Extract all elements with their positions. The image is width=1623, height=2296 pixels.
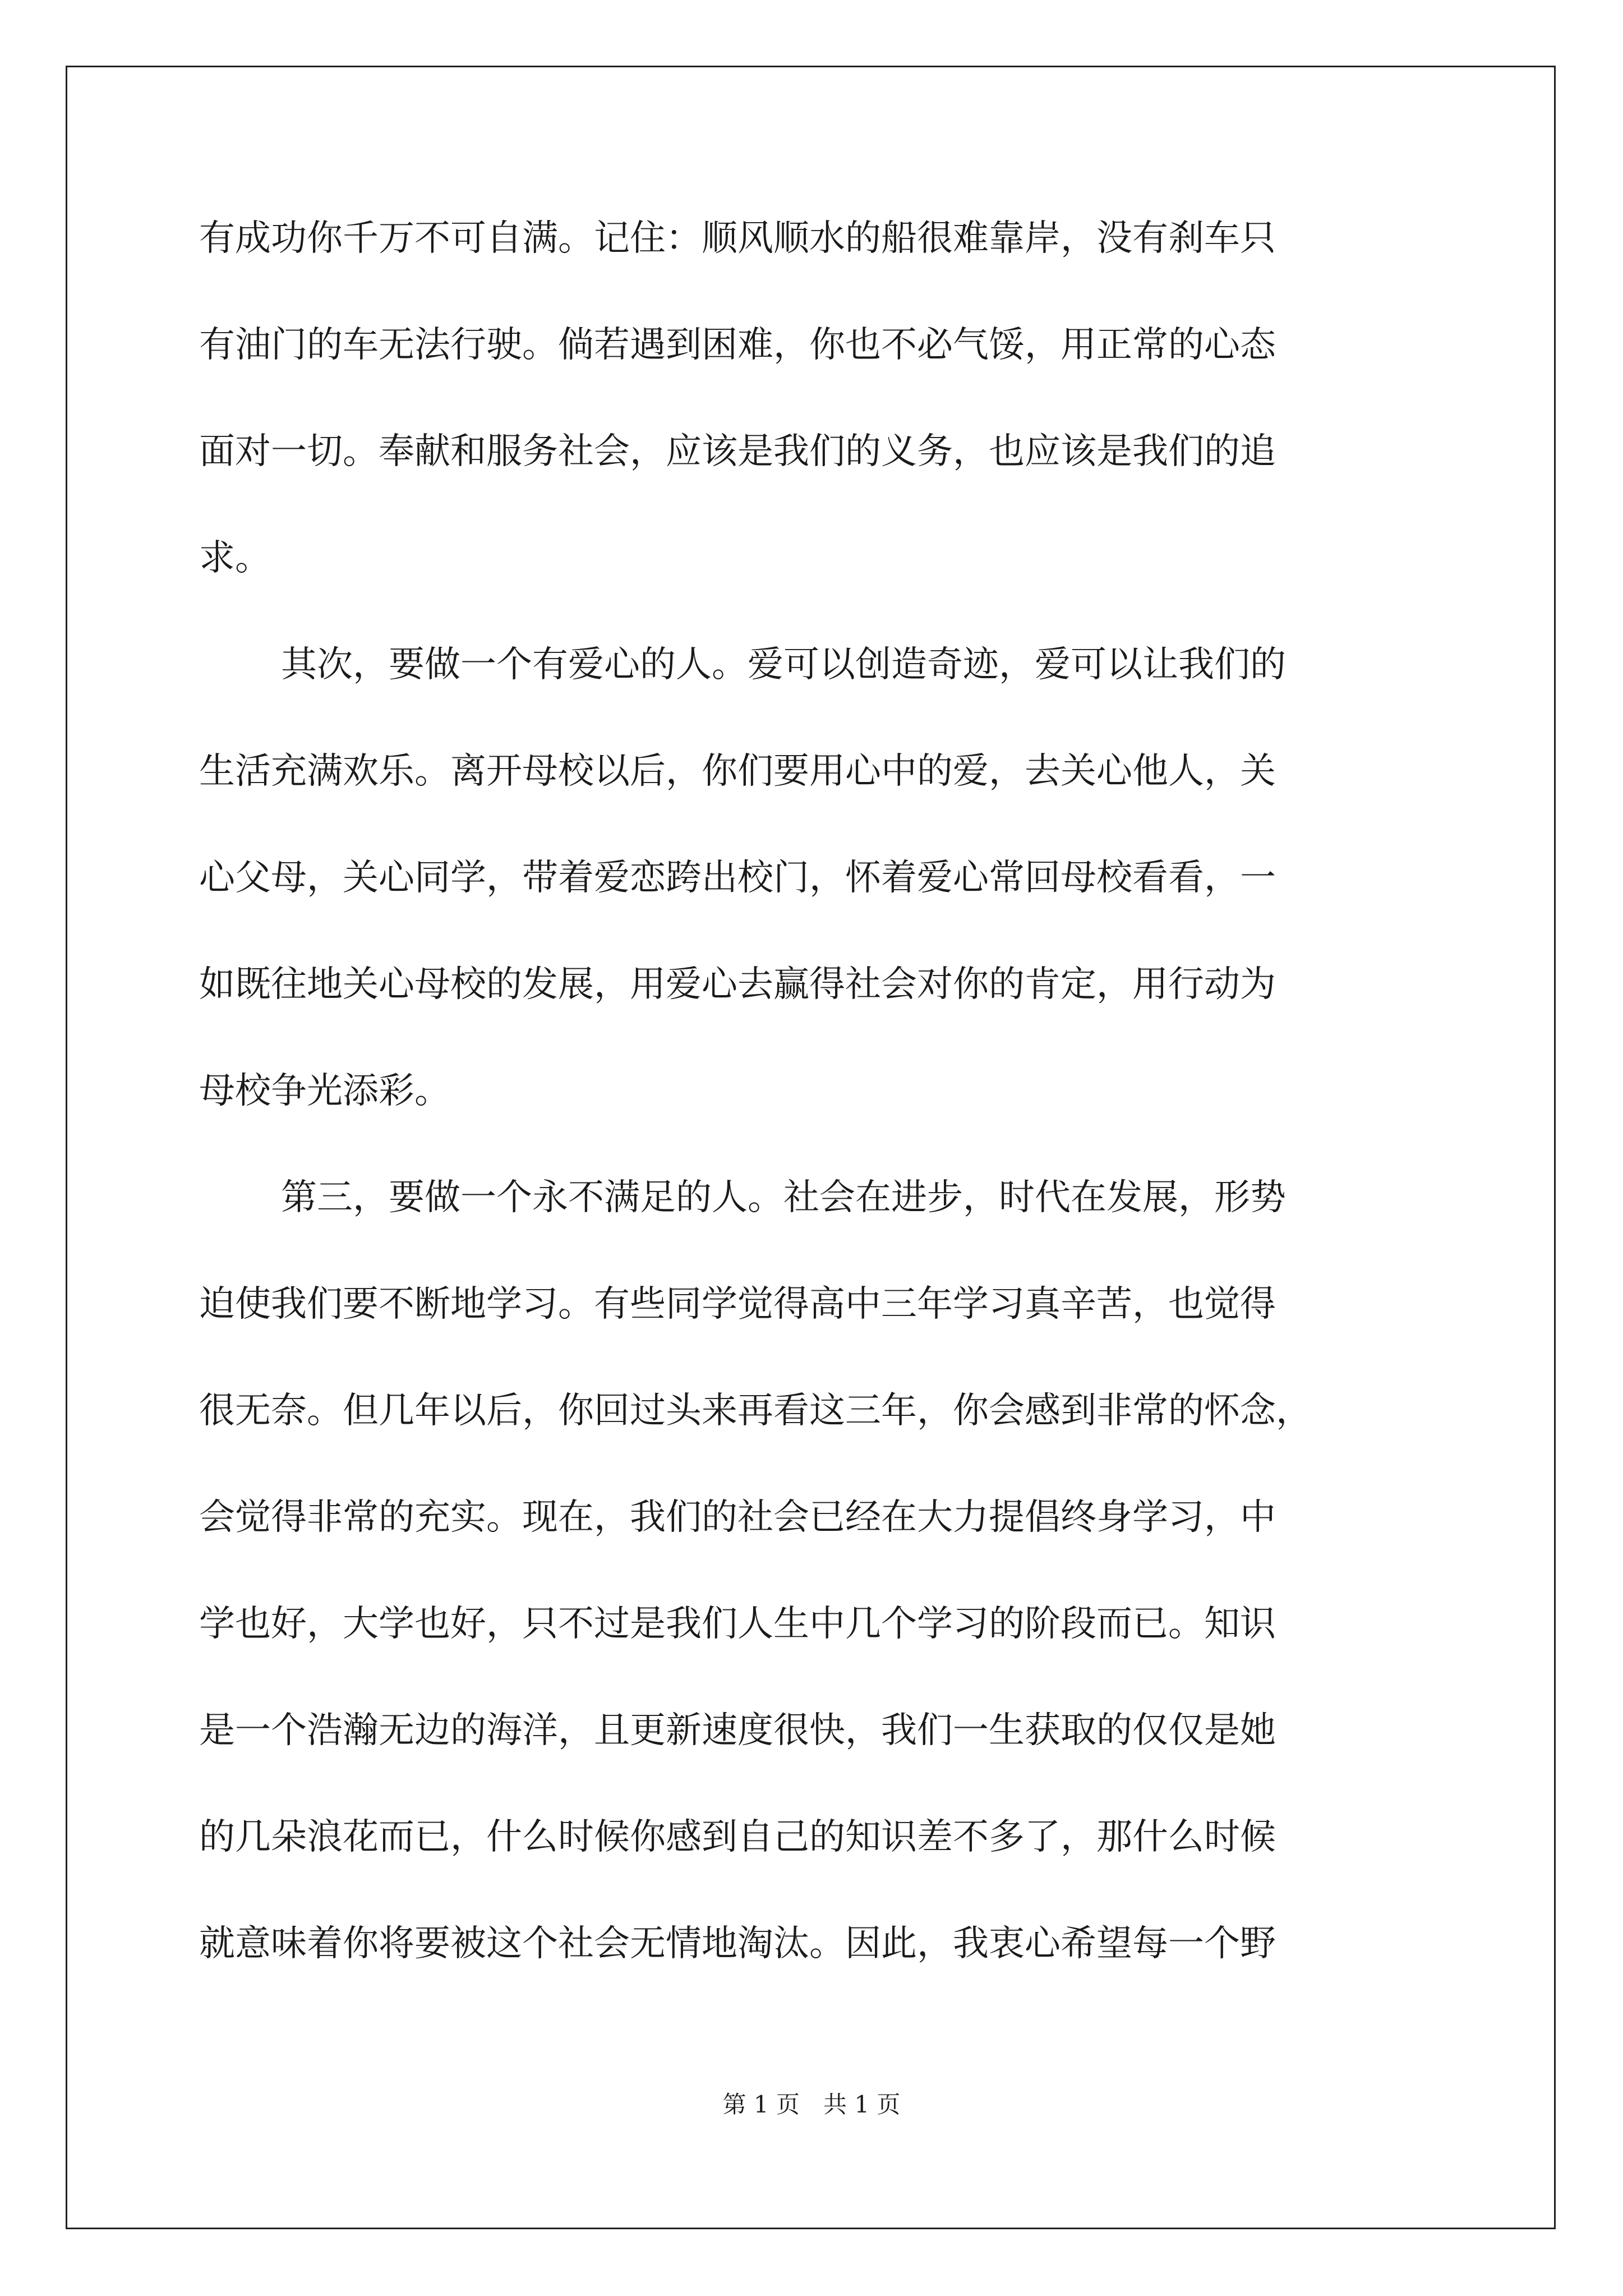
paragraph-first-line: 其次，要做一个有爱心的人。爱可以创造奇迹，爱可以让我们的 [281,644,1286,685]
text-line: 是一个浩瀚无边的海洋，且更新速度很快，我们一生获取的仅仅是她 [199,1710,1276,1751]
text-line: 迫使我们要不断地学习。有些同学觉得高中三年学习真辛苦，也觉得 [199,1283,1276,1325]
text-line: 有油门的车无法行驶。倘若遇到困难，你也不必气馁，用正常的心态 [199,324,1276,366]
text-line: 学也好，大学也好，只不过是我们人生中几个学习的阶段而已。知识 [199,1603,1276,1645]
text-line: 会觉得非常的充实。现在，我们的社会已经在大力提倡终身学习，中 [199,1497,1276,1538]
document-body [199,220,1433,2032]
page-footer: 第 1 页 共 1 页 [722,2091,901,2118]
text-line: 求。 [199,537,271,579]
text-line: 面对一切。奉献和服务社会，应该是我们的义务，也应该是我们的追 [199,431,1276,472]
text-line: 母校争光添彩。 [199,1070,450,1112]
paragraph-first-line: 第三，要做一个永不满足的人。社会在进步，时代在发展，形势 [281,1177,1286,1218]
text-line: 生活充满欢乐。离开母校以后，你们要用心中的爱，去关心他人，关 [199,751,1276,792]
text-line: 有成功你千万不可自满。记住：顺风顺水的船很难靠岸，没有刹车只 [199,218,1276,259]
text-line: 如既往地关心母校的发展，用爱心去赢得社会对你的肯定，用行动为 [199,964,1276,1005]
text-line: 很无奈。但几年以后，你回过头来再看这三年，你会感到非常的怀念， [199,1390,1312,1432]
text-line: 的几朵浪花而已，什么时候你感到自己的知识差不多了，那什么时候 [199,1816,1276,1858]
text-line: 心父母，关心同学，带着爱恋跨出校门，怀着爱心常回母校看看，一 [199,857,1276,899]
text-line: 就意味着你将要被这个社会无情地淘汰。因此，我衷心希望每一个野 [199,1923,1276,1964]
